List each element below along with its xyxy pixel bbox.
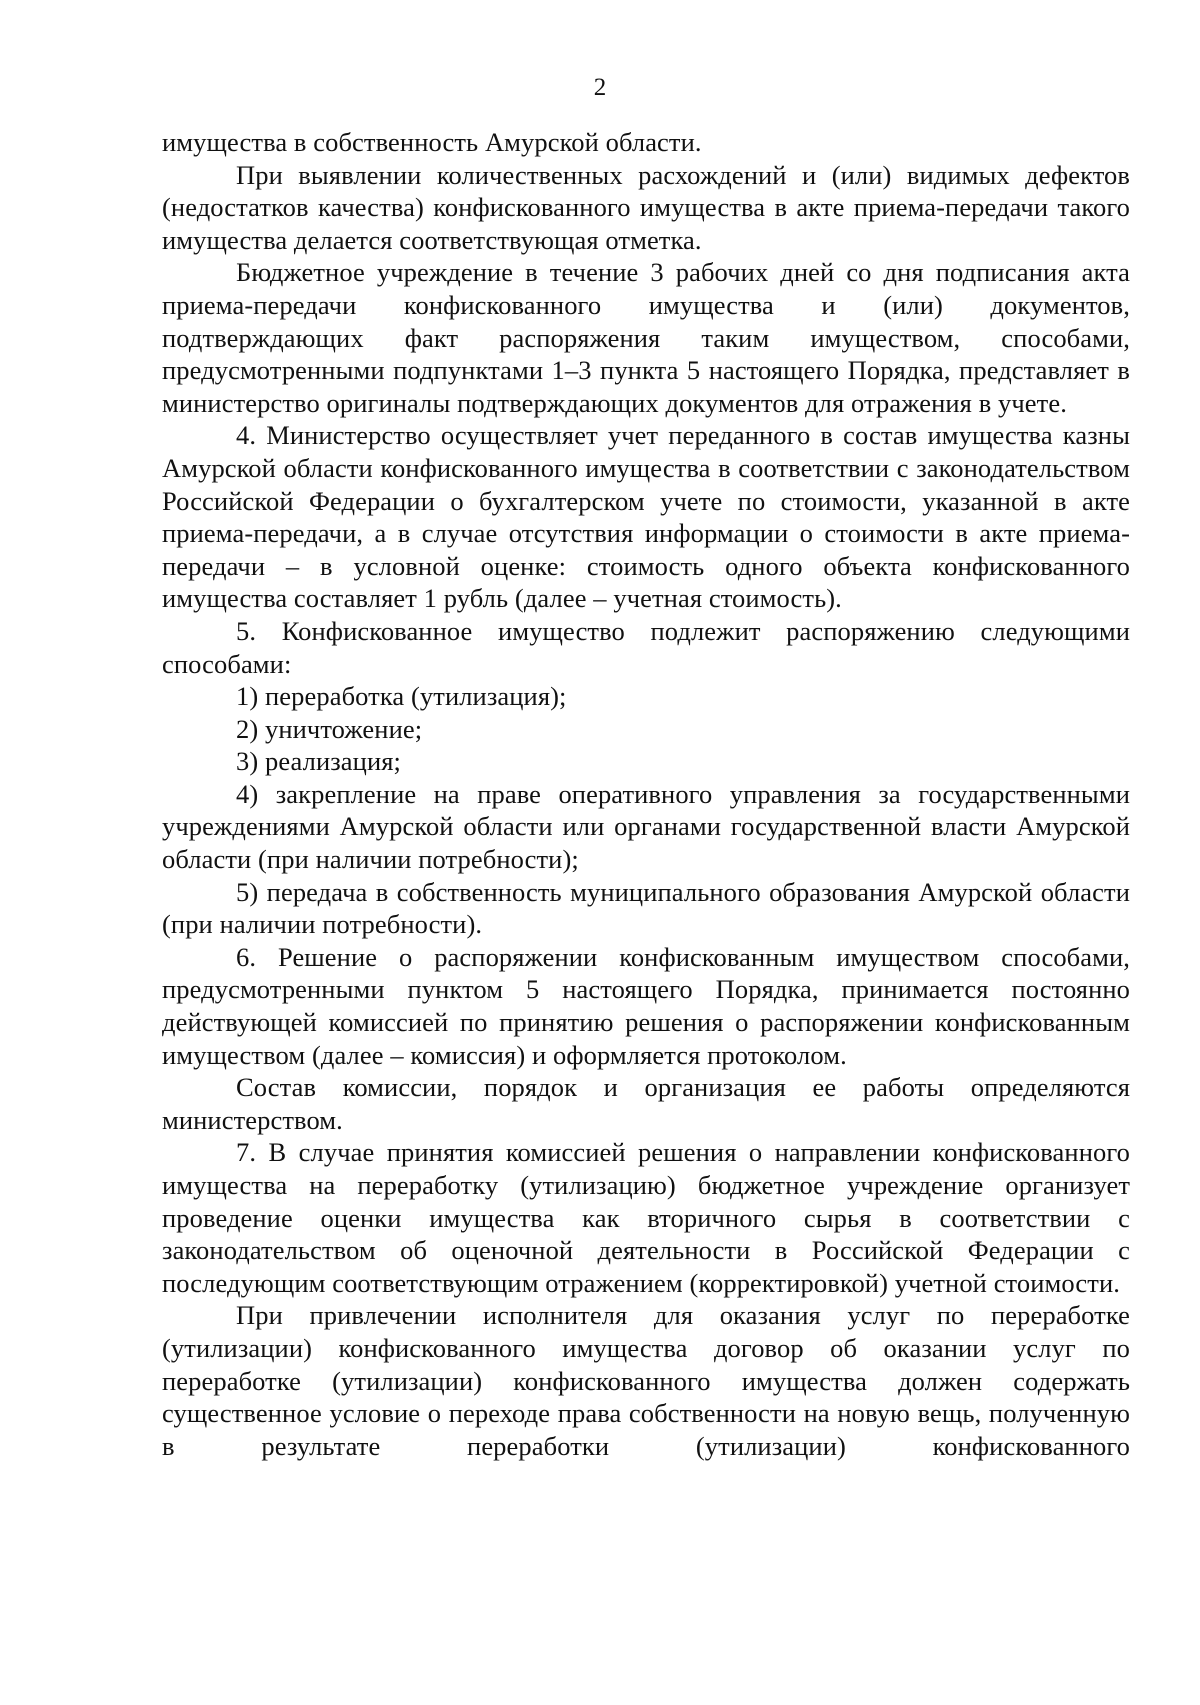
paragraph-continuation: имущества в собственность Амурской области. [162,127,702,157]
paragraph-defects-note: При выявлении количественных расхождений и (или) видимых дефектов (недостатков качества) конфискованного имущества в акте приема-передачи такого имущества делается соответствующая отметка. [162,159,1130,255]
list-item-5-2: 2) уничтожение; [236,713,423,744]
list-item-5-4: 4) закрепление на праве оперативного управления за государственными учреждениями Амурской области или органами государственной власти Амурской области (при наличии потребности); [162,778,1130,875]
page-number: 2 [593,74,607,101]
paragraph-item-7: 7. В случае принятия комиссией решения о направлении конфискованного имущества на переработку (утилизацию) бюджетное учреждение организует проведение оценки имущества как вторичного сырья в соответствии с законодательством об оценочной деятельности в Российской Федерации с последующим соответствующим отражением (корректировкой) учетной стоимости. [162,1137,1130,1298]
list-item-5-5: 5) передача в собственность муниципального образования Амурской области (при наличии потребности). [162,876,1130,940]
paragraph-contractor: При привлечении исполнителя для оказания услуг по переработке (утилизации) конфискованного имущества договор об оказании услуг по переработке (утилизации) конфискованного имущества должен содержать существенное условие о переходе права собственности на новую вещь, полученную в результате переработки (утилизации) конфискованного [162,1300,1130,1461]
document-body [162,126,1130,1462]
paragraph-item-6: 6. Решение о распоряжении конфискованным имуществом способами, предусмотренными пунктом 5 настоящего Порядка, принимается постоянно действующей комиссией по принятию решения о распоряжении конфискованным имуществом (далее – комиссия) и оформляется протоколом. [162,941,1130,1070]
list-item-5-1: 1) переработка (утилизация); [236,681,567,712]
paragraph-budget-institution: Бюджетное учреждение в течение 3 рабочих дней со дня подписания акта приема-передачи конфискованного имущества и (или) документов, подтверждающих факт распоряжения таким имуществом, способами, предусмотренными подпунктами 1–3 пункта 5 настоящего Порядка, представляет в министерство оригиналы подтверждающих документов для отражения в учете. [162,257,1130,418]
paragraph-item-5: 5. Конфискованное имущество подлежит распоряжению следующими способами: [162,615,1130,679]
paragraph-commission: Состав комиссии, порядок и организация ее работы определяются министерством. [162,1072,1130,1135]
paragraph-item-4: 4. Министерство осуществляет учет переданного в состав имущества казны Амурской области конфискованного имущества в соответствии с законодательством Российской Федерации о бухгалтерском учете по стоимости, указанной в акте приема-передачи, а в случае отсутствия информации о стоимости в акте приема-передачи – в условной оценке: стоимость одного объекта конфискованного имущества составляет 1 рубль (далее – учетная стоимость). [162,420,1130,614]
list-item-5-3: 3) реализация; [236,746,401,777]
